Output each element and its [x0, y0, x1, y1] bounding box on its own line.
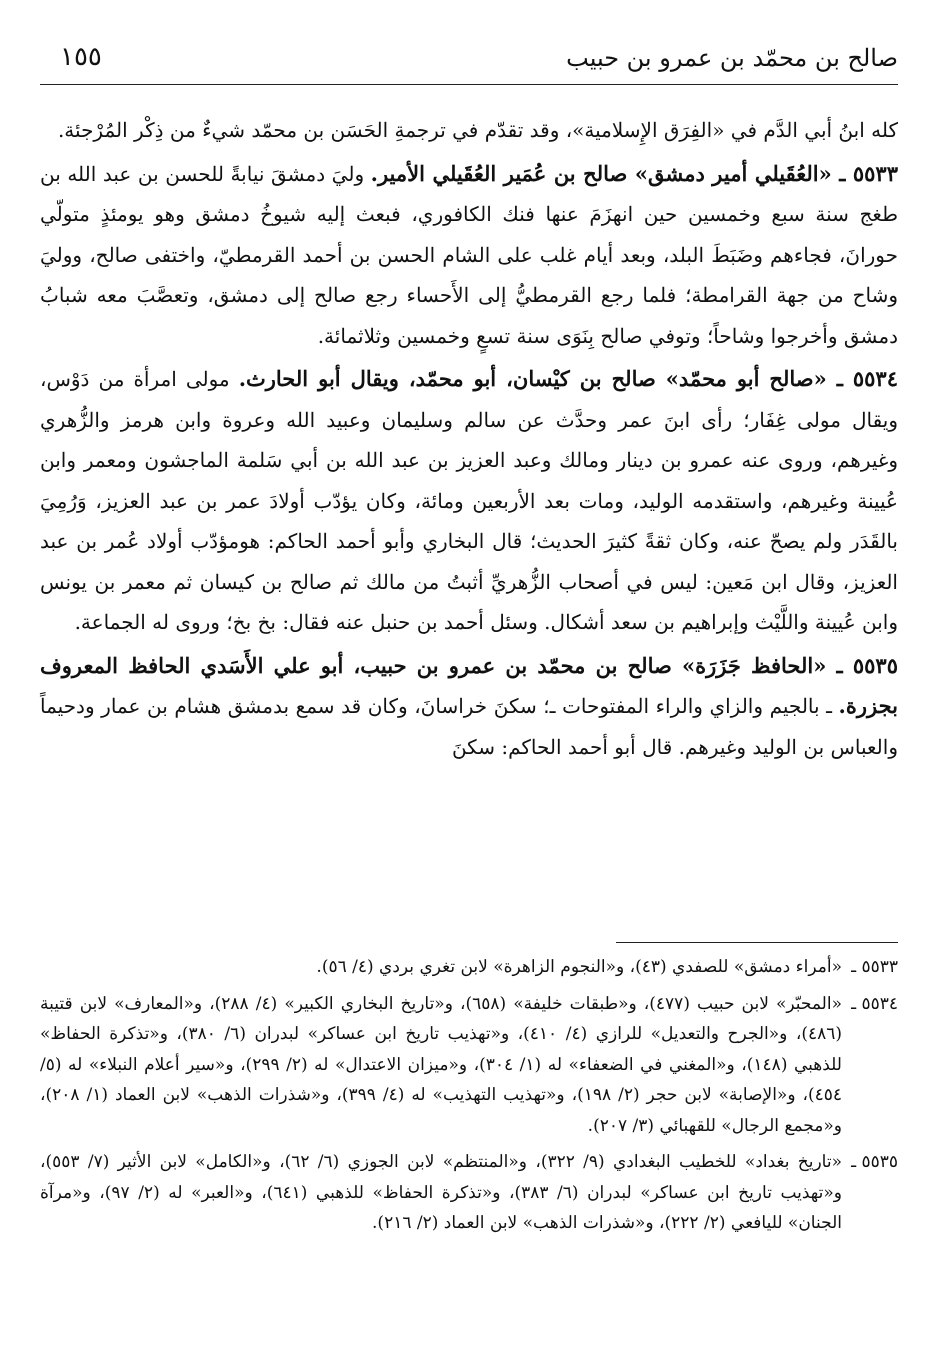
footnote-5535	[40, 1147, 898, 1239]
page-number: ١٥٥	[60, 42, 102, 72]
entry-5535	[40, 646, 898, 768]
footnote-text: «أمراء دمشق» للصفدي (٤٣)، و«النجوم الزاهرة» لابن تغري بردي (٤/ ٥٦).	[316, 957, 842, 977]
main-text	[40, 110, 898, 767]
footnote-divider	[616, 942, 898, 943]
entry-text: ـ بالجيم والزاي والراء المفتوحات ـ؛ سكنَ خراسانَ، وكان قد سمع بدمشق هشام بن عمار ودحيماً والعباس بن الوليد وغيرهم. قال أبو أحمد الحاكم: سكنَ	[40, 694, 898, 759]
footnote-5533	[40, 952, 898, 983]
entry-5533	[40, 154, 898, 357]
footnote-number: ٥٥٣٣ ـ	[851, 957, 898, 977]
footnote-number: ٥٥٣٥ ـ	[851, 1152, 898, 1172]
entry-text: مولى امرأة من دَوْس، ويقال مولى غِفَار؛ رأى ابنَ عمر وحدَّث عن سالم وسليمان وعبيد الله وعروة وابن هرمز والزُّهري وغيرهم، وروى عنه عمرو بن دينار ومالك وعبد العزيز بن عبد الله بن أبي سَلمة الماجشون ومعمر وابن عُيينة وغيرهم، واستقدمه الوليد، ومات بعد الأربعين ومائة، وكان يؤدّب أولادَ عمر بن عبد العزيز، وَرُمِيَ بالقَدَر ولم يصحّ عنه، وكان ثقةً كثيرَ الحديث؛ قال البخاري وأبو أحمد الحاكم: هومؤدّب أولاد عُمر بن عبد العزيز، وقال ابن مَعين: ليس في أصحاب الزُّهريِّ أثبتُ من مالك ثم صالح بن كيسان ثم معمر بن يونس وابن عُيينة واللَّيْث وإبراهيم بن سعد أشكال. وسئل أحمد بن حنبل عنه فقال: بخ بخ؛ وروى له الجماعة.	[40, 367, 899, 634]
footnote-number: ٥٥٣٤ ـ	[851, 993, 898, 1014]
entry-heading: ٥٥٣٥ ـ «الحافظ جَزَرَة» صالح بن محمّد بن عمرو بن حبيب، أبو علي الأَسَدي الحافظ المعروف بجزرة.	[40, 652, 898, 718]
running-title: صالح بن محمّد بن عمرو بن حبيب	[566, 44, 898, 72]
footnotes	[40, 952, 898, 1245]
entry-heading: ٥٥٣٣ ـ «العُقَيلي أمير دمشق» صالح بن عُمَير العُقَيلي الأمير.	[370, 160, 898, 186]
book-page	[40, 0, 898, 1369]
continuation-paragraph	[40, 110, 898, 151]
entry-text: وليَ دمشقَ نيابةً للحسن بن عبد الله بن طغج سنة سبع وخمسين حين انهزَمَ عنها فنك الكافوري، فبعث إليه شيوخُ دمشق وهو يومئذٍ متولّي حورانَ، فجاءهم وضَبَطَ البلد، وبعد أيام غلب على الشام الحسن بن أحمد القرمطيّ، واختفى صالح، ووليَ وشاح من جهة القرامطة؛ فلما رجع القرمطيُّ إلى الأَحساء رجع صالح إلى دمشق، وتعصَّبَ معه شبابُ دمشق وأخرجوا وشاحاً؛ وتوفي صالح بِنَوَى سنة تسعٍ وخمسين وثلاثمائة.	[40, 161, 898, 348]
footnote-text: «المحبّر» لابن حبيب (٤٧٧)، و«طبقات خليفة» (٦٥٨)، و«تاريخ البخاري الكبير» (٤/ ٢٨٨)، و«المعارف» لابن قتيبة (٤٨٦)، و«الجرح والتعديل» للرازي (٤/ ٤١٠)، و«تهذيب تاريخ ابن عساكر» لبدران (٦/ ٣٨٠)، و«تذكرة الحفاظ» للذهبي (١٤٨)، و«المغني في الضعفاء» له (١/ ٣٠٤)، و«ميزان الاعتدال» له (٢/ ٢٩٩)، و«سير أعلام النبلاء» له (٥/ ٤٥٤)، و«الإصابة» لابن حجر (٢/ ١٩٨)، و«تهذيب التهذيب» له (٤/ ٣٩٩)، و«شذرات الذهب» لابن العماد (١/ ٢٠٨)، و«مجمع الرجال» للقهبائي (٣/ ٢٠٧).	[40, 993, 843, 1136]
running-header	[40, 40, 898, 85]
footnote-5534	[40, 989, 898, 1142]
entry-5534	[40, 359, 898, 643]
paragraph-text: كله ابنُ أبي الدَّم في «الفِرَق الإِسلامية»، وقد تقدّم في ترجمةِ الحَسَن بن محمّد شيءٌ من ذِكْر المُرْجئة.	[57, 118, 898, 142]
footnote-text: «تاريخ بغداد» للخطيب البغدادي (٩/ ٣٢٢)، و«المنتظم» لابن الجوزي (٦/ ٦٢)، و«الكامل» لابن الأثير (٧/ ٥٥٣)، و«تهذيب تاريخ ابن عساكر» لبدران (٦/ ٣٨٣)، و«تذكرة الحفاظ» للذهبي (٦٤١)، و«العبر» له (٢/ ٩٧)، و«مرآة الجنان» لليافعي (٢/ ٢٢٢)، و«شذرات الذهب» لابن العماد (٢/ ٢١٦).	[40, 1152, 842, 1233]
entry-heading: ٥٥٣٤ ـ «صالح أبو محمّد» صالح بن كيْسان، أبو محمّد، ويقال أبو الحارث.	[238, 366, 898, 391]
